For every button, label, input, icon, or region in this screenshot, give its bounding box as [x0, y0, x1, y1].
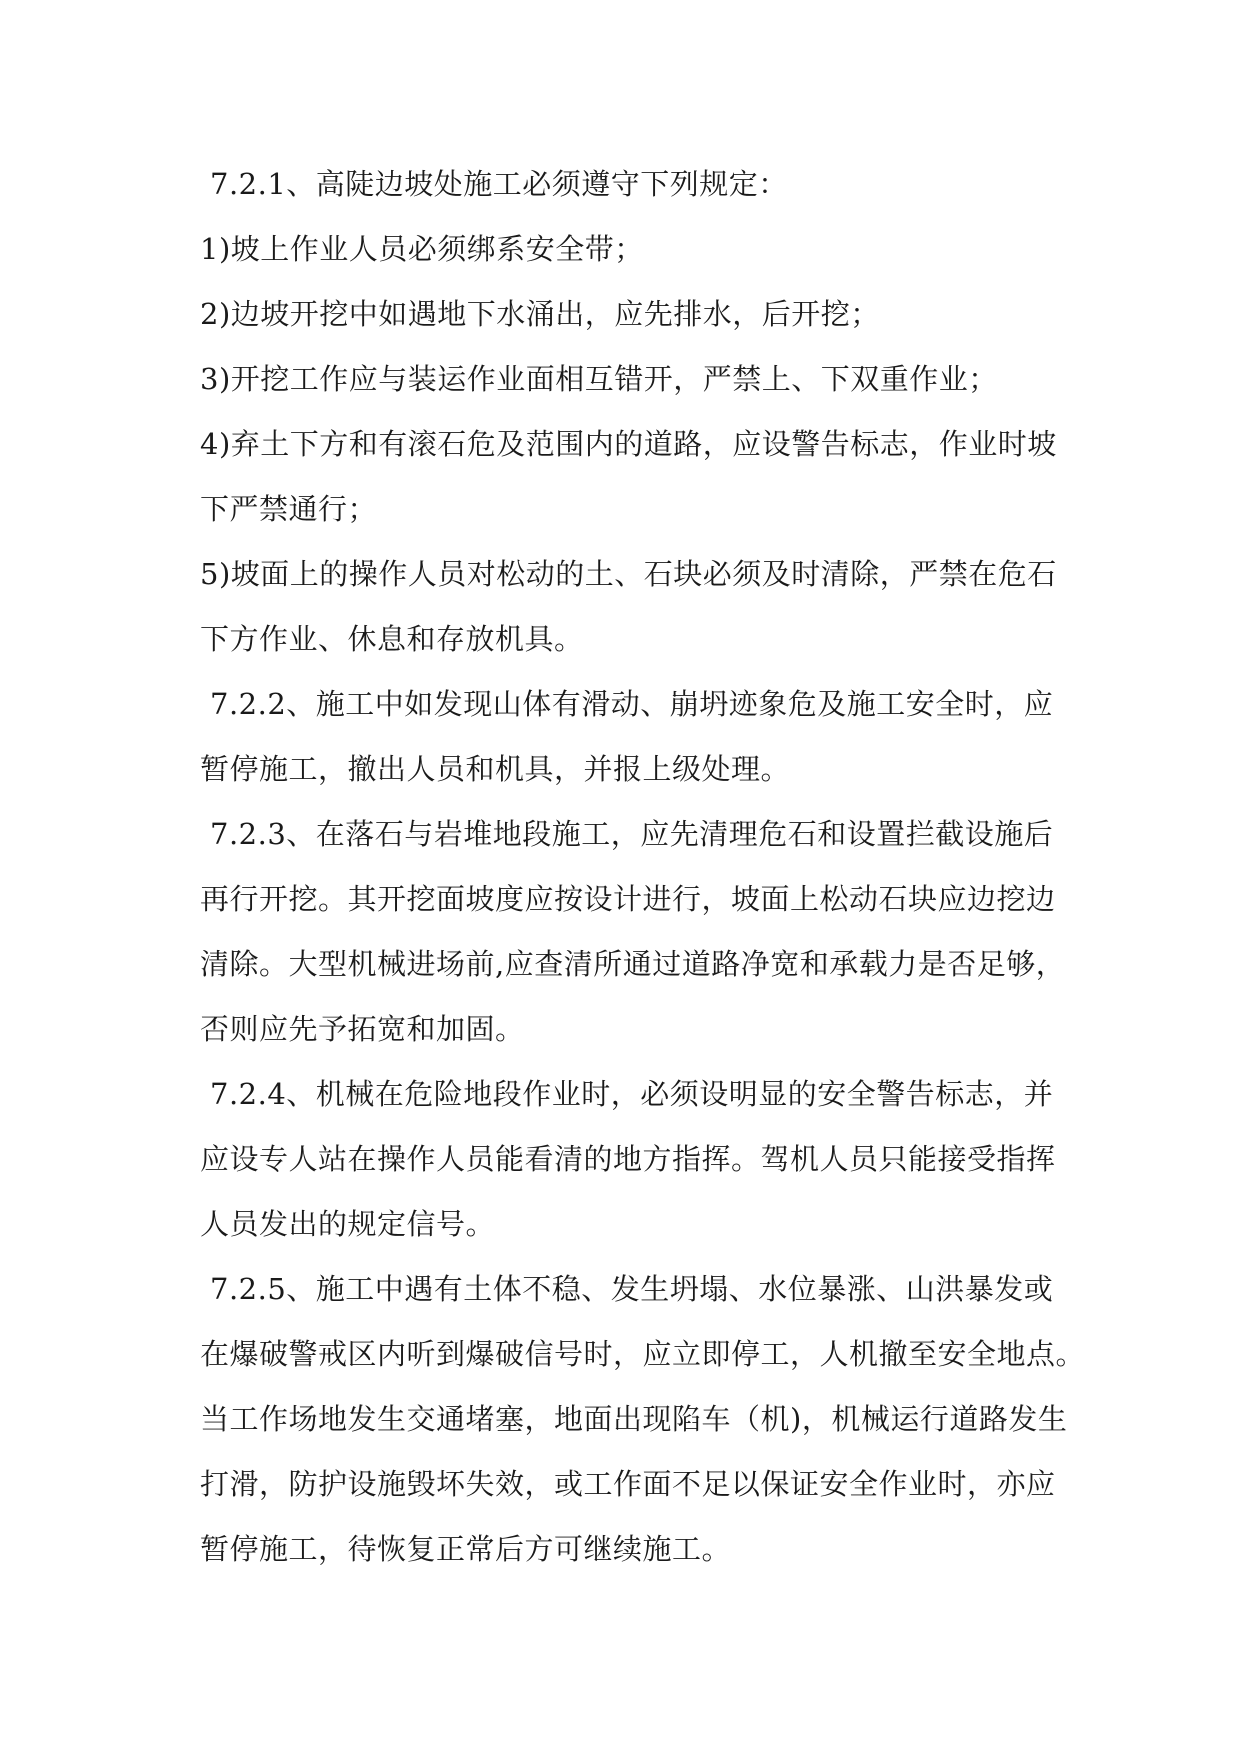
paragraph-7-2-2-line-2: 暂停施工，撤出人员和机具，并报上级处理。: [200, 752, 791, 786]
paragraph-7-2-5-line-5: 暂停施工，待恢复正常后方可继续施工。: [200, 1532, 732, 1566]
paragraph-7-2-3-line-3: 清除。大型机械进场前,应查清所通过道路净宽和承载力是否足够，: [200, 947, 1066, 981]
section-heading-7-2-1: 7.2.1、高陡边坡处施工必须遵守下列规定：: [210, 167, 788, 201]
paragraph-7-2-5-line-2: 在爆破警戒区内听到爆破信号时，应立即停工，人机撤至安全地点。: [200, 1337, 1086, 1371]
list-item-4-line-1: 4)弃土下方和有滚石危及范围内的道路，应设警告标志，作业时坡: [200, 427, 1057, 461]
paragraph-7-2-5-line-1: 7.2.5、施工中遇有土体不稳、发生坍塌、水位暴涨、山洪暴发或: [210, 1272, 1054, 1306]
list-item-1: 1)坡上作业人员必须绑系安全带；: [200, 232, 644, 266]
paragraph-7-2-5-line-3: 当工作场地发生交通堵塞，地面出现陷车（机)，机械运行道路发生: [200, 1402, 1068, 1436]
list-item-2: 2)边坡开挖中如遇地下水涌出，应先排水，后开挖；: [200, 297, 880, 331]
document-body: [200, 152, 1086, 1582]
list-item-5-line-2: 下方作业、休息和存放机具。: [200, 622, 584, 656]
paragraph-7-2-4-line-3: 人员发出的规定信号。: [200, 1207, 496, 1241]
list-item-5-line-1: 5)坡面上的操作人员对松动的土、石块必须及时清除，严禁在危石: [200, 557, 1057, 591]
list-item-4-line-2: 下严禁通行；: [200, 492, 378, 526]
paragraph-7-2-4-line-1: 7.2.4、机械在危险地段作业时，必须设明显的安全警告标志，并: [210, 1077, 1054, 1111]
list-item-3: 3)开挖工作应与装运作业面相互错开，严禁上、下双重作业；: [200, 362, 998, 396]
paragraph-7-2-5-line-4: 打滑，防护设施毁坏失效，或工作面不足以保证安全作业时，亦应: [200, 1467, 1056, 1501]
paragraph-7-2-3-line-1: 7.2.3、在落石与岩堆地段施工，应先清理危石和设置拦截设施后: [210, 817, 1054, 851]
paragraph-7-2-3-line-4: 否则应先予拓宽和加固。: [200, 1012, 525, 1046]
paragraph-7-2-4-line-2: 应设专人站在操作人员能看清的地方指挥。驾机人员只能接受指挥: [200, 1142, 1056, 1176]
paragraph-7-2-3-line-2: 再行开挖。其开挖面坡度应按设计进行，坡面上松动石块应边挖边: [200, 882, 1056, 916]
paragraph-7-2-2-line-1: 7.2.2、施工中如发现山体有滑动、崩坍迹象危及施工安全时，应: [210, 687, 1054, 721]
